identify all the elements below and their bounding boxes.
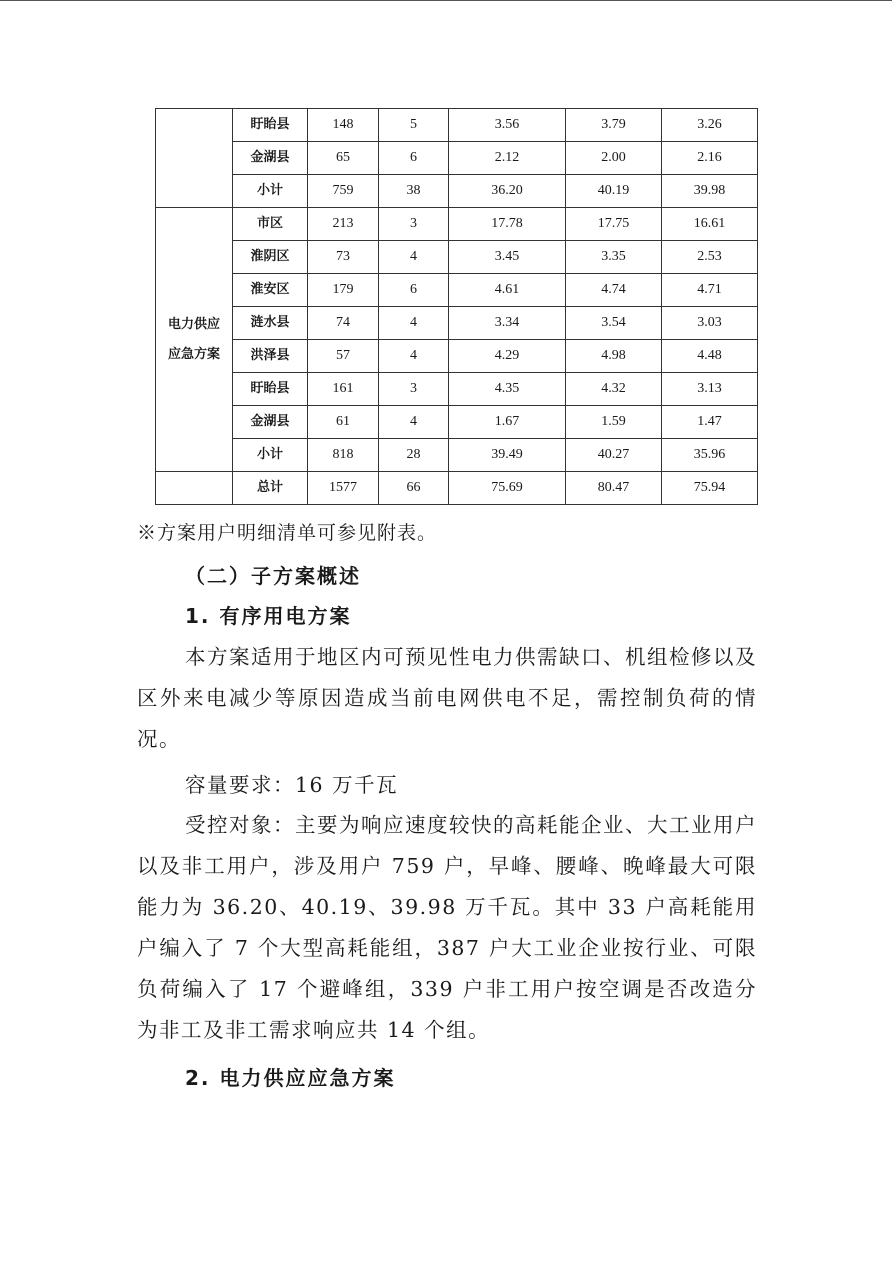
morning-cell: 3.45: [449, 241, 566, 274]
users-cell: 213: [308, 208, 379, 241]
morning-cell: 75.69: [449, 472, 566, 505]
table-row: [156, 109, 758, 142]
groups-cell: 3: [379, 208, 449, 241]
evening-cell: 39.98: [662, 175, 758, 208]
waist-cell: 17.75: [566, 208, 662, 241]
area-cell: 盱眙县: [233, 373, 308, 406]
group-label-cell: 电力供应 应急方案: [156, 208, 233, 472]
sub1-intro: 本方案适用于地区内可预见性电力供需缺口、机组检修以及区外来电减少等原因造成当前电网供电不足，需控制负荷的情况。: [137, 645, 757, 751]
groups-cell: 38: [379, 175, 449, 208]
area-cell: 涟水县: [233, 307, 308, 340]
evening-cell: 3.03: [662, 307, 758, 340]
evening-cell: 3.13: [662, 373, 758, 406]
waist-cell: 4.32: [566, 373, 662, 406]
table-row: [156, 406, 758, 439]
area-cell: 淮安区: [233, 274, 308, 307]
area-cell: 总计: [233, 472, 308, 505]
evening-cell: 16.61: [662, 208, 758, 241]
groups-cell: 4: [379, 340, 449, 373]
table-row: [156, 340, 758, 373]
area-cell: 小计: [233, 175, 308, 208]
sub2-heading: 2. 电力供应应急方案: [185, 1066, 396, 1090]
sub1-objects: 受控对象：主要为响应速度较快的高耗能企业、大工业用户以及非工用户，涉及用户 759 户，早峰、腰峰、晚峰最大可限能力为 36.20、40.19、39.98 万千瓦。其中 33 户高耗能用户编入了 7 个大型高耗能组，387 户大工业企业按行业、可限负荷编入了 17 个避峰组，339 户非工用户按空调是否改造分为非工及非工需求响应共 14 个组。: [137, 813, 757, 1042]
group-label-cell: [156, 109, 233, 208]
waist-cell: 1.59: [566, 406, 662, 439]
groups-cell: 3: [379, 373, 449, 406]
evening-cell: 2.16: [662, 142, 758, 175]
area-cell: 金湖县: [233, 406, 308, 439]
waist-cell: 3.35: [566, 241, 662, 274]
morning-cell: 3.34: [449, 307, 566, 340]
load-capacity-table: [155, 108, 758, 505]
waist-cell: 80.47: [566, 472, 662, 505]
area-cell: 市区: [233, 208, 308, 241]
sub1-capacity: 容量要求：16 万千瓦: [185, 773, 399, 797]
morning-cell: 3.56: [449, 109, 566, 142]
area-cell: 小计: [233, 439, 308, 472]
groups-cell: 6: [379, 142, 449, 175]
table-row: [156, 274, 758, 307]
waist-cell: 40.19: [566, 175, 662, 208]
waist-cell: 4.74: [566, 274, 662, 307]
table-row: [156, 373, 758, 406]
users-cell: 74: [308, 307, 379, 340]
table-row: [156, 439, 758, 472]
table-row: [156, 208, 758, 241]
users-cell: 161: [308, 373, 379, 406]
evening-cell: 3.26: [662, 109, 758, 142]
users-cell: 818: [308, 439, 379, 472]
evening-cell: 4.48: [662, 340, 758, 373]
morning-cell: 2.12: [449, 142, 566, 175]
evening-cell: 2.53: [662, 241, 758, 274]
morning-cell: 4.29: [449, 340, 566, 373]
evening-cell: 35.96: [662, 439, 758, 472]
groups-cell: 4: [379, 307, 449, 340]
table-row: [156, 307, 758, 340]
groups-cell: 5: [379, 109, 449, 142]
users-cell: 61: [308, 406, 379, 439]
users-cell: 1577: [308, 472, 379, 505]
waist-cell: 40.27: [566, 439, 662, 472]
waist-cell: 3.54: [566, 307, 662, 340]
morning-cell: 36.20: [449, 175, 566, 208]
area-cell: 洪泽县: [233, 340, 308, 373]
evening-cell: 1.47: [662, 406, 758, 439]
users-cell: 179: [308, 274, 379, 307]
users-cell: 148: [308, 109, 379, 142]
users-cell: 57: [308, 340, 379, 373]
waist-cell: 3.79: [566, 109, 662, 142]
groups-cell: 28: [379, 439, 449, 472]
group-label-cell: [156, 472, 233, 505]
groups-cell: 4: [379, 406, 449, 439]
area-cell: 盱眙县: [233, 109, 308, 142]
users-cell: 73: [308, 241, 379, 274]
area-cell: 金湖县: [233, 142, 308, 175]
morning-cell: 4.35: [449, 373, 566, 406]
table-row: [156, 241, 758, 274]
page-top-border: [0, 0, 892, 1]
appendix-note: ※方案用户明细清单可参见附表。: [137, 522, 438, 544]
evening-cell: 4.71: [662, 274, 758, 307]
groups-cell: 66: [379, 472, 449, 505]
morning-cell: 39.49: [449, 439, 566, 472]
area-cell: 淮阴区: [233, 241, 308, 274]
evening-cell: 75.94: [662, 472, 758, 505]
waist-cell: 2.00: [566, 142, 662, 175]
table-row: [156, 142, 758, 175]
users-cell: 65: [308, 142, 379, 175]
waist-cell: 4.98: [566, 340, 662, 373]
groups-cell: 4: [379, 241, 449, 274]
morning-cell: 1.67: [449, 406, 566, 439]
table-row: [156, 175, 758, 208]
groups-cell: 6: [379, 274, 449, 307]
morning-cell: 17.78: [449, 208, 566, 241]
users-cell: 759: [308, 175, 379, 208]
morning-cell: 4.61: [449, 274, 566, 307]
table-row: [156, 472, 758, 505]
section-heading: （二）子方案概述: [185, 564, 361, 588]
sub1-heading: 1. 有序用电方案: [185, 604, 352, 628]
